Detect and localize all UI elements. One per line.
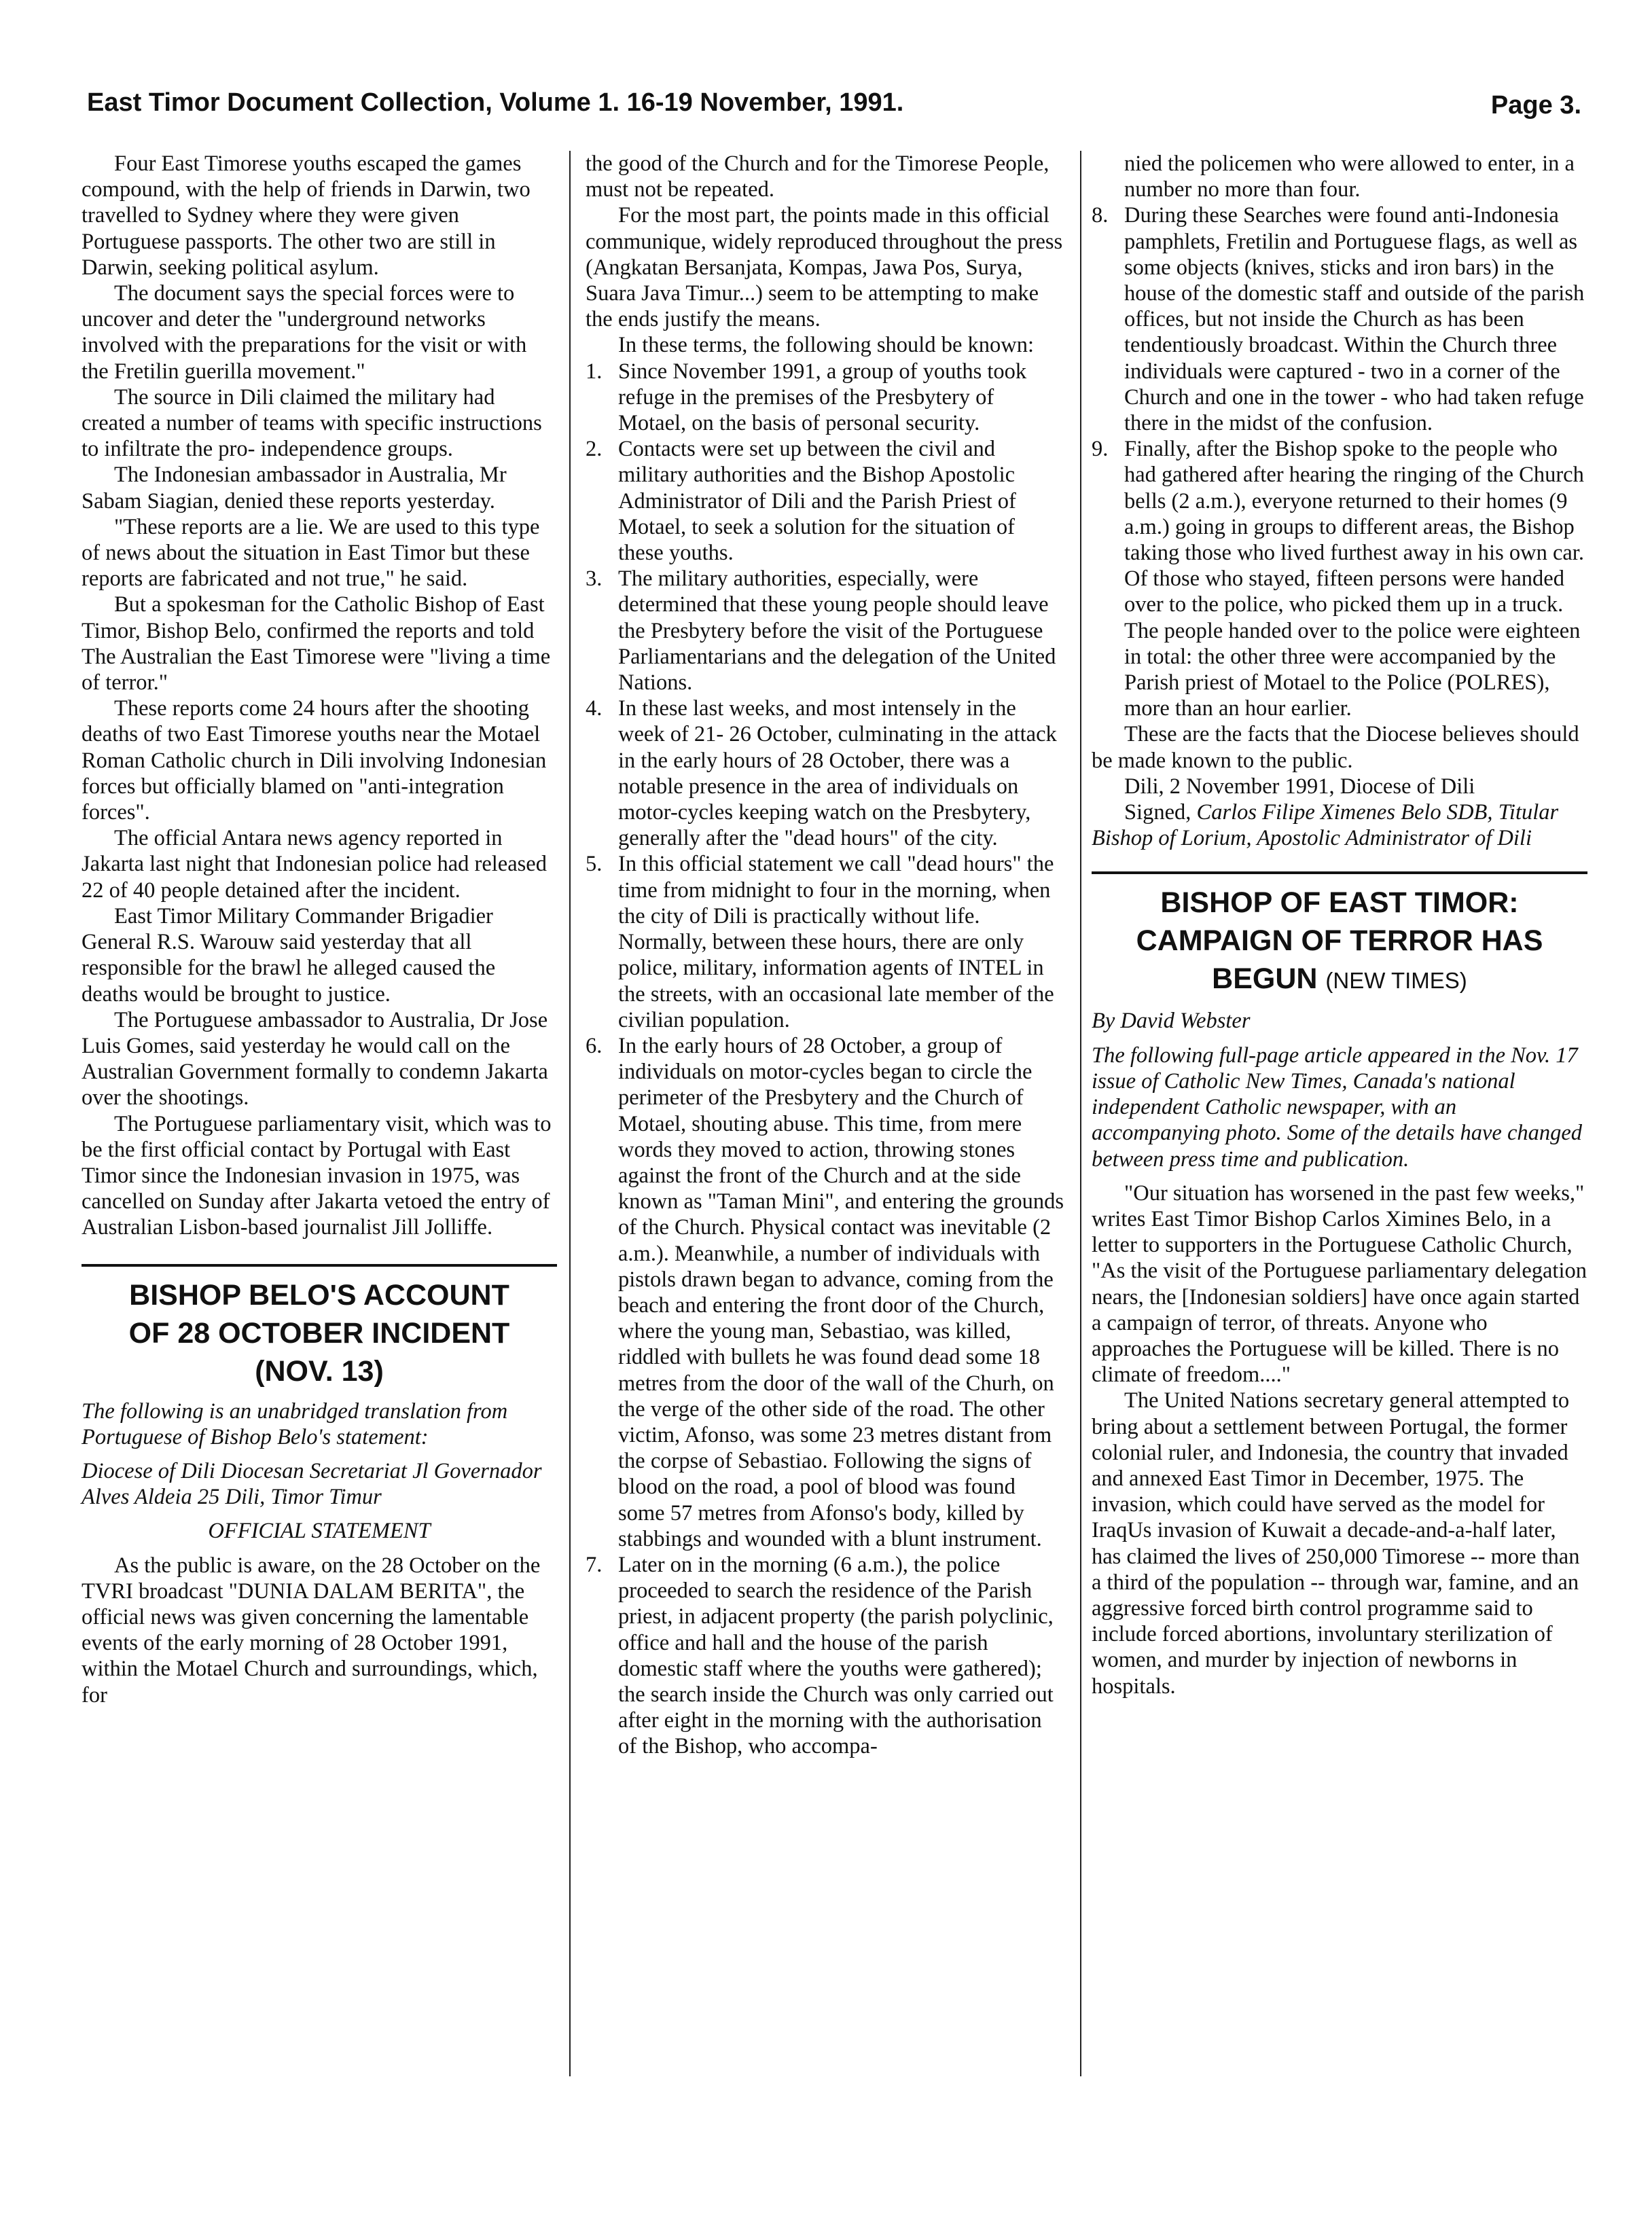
list-item (1092, 436, 1587, 721)
closing-paragraph: These are the facts that the Diocese believes should be made known to the public. (1092, 722, 1579, 773)
byline: By David Webster (1092, 1009, 1251, 1034)
article-paragraph: The United Nations secretary general attempted to bring about a settlement between Portugal, the former colonial ruler, and Indonesia, the country that invaded and annexed East Timor in December, 1975. The invasion, which could have served as the model for IraqUs invasion of Kuwait a decade-and-a-half later, has claimed the lives of 250,000 Timorese -- more than a third of the population -- through war, famine, and an aggressive forced birth control programme said to include forced abortions, involuntary sterilization of women, and murder by injection of newborns in hospitals. (1092, 1388, 1580, 1699)
heading-line: BISHOP OF EAST TIMOR: (1160, 886, 1519, 920)
diocese-address: Diocese of Dili Diocesan Secretariat Jl Governador Alves Aldeia 25 Dili, Timor Timur (82, 1458, 542, 1510)
statement-paragraph: As the public is aware, on the 28 October on the TVRI broadcast "DUNIA DALAM BERITA", the official news was given concerning the lamentable events of the early morning of 28 October 1991, within the Motael Church and surroundings, which, for (82, 1553, 541, 1708)
facts-list (586, 359, 1064, 1760)
list-number: 1. (586, 359, 603, 384)
statement-paragraph: For the most part, the points made in this official communique, widely reproduced throughout the press (Angkatan Bersanjata, Kompas, Jawa Pos, Surya, Suara Java Timur...) seem to be attempting to make the ends justify the means. (586, 203, 1063, 332)
list-number: 8. (1092, 203, 1109, 228)
list-text: In the early hours of 28 October, a group of individuals on motor-cycles began to circle the perimeter of the Presbytery and the Church of Motael, shouting abuse. This time, from mere words they moved to action, throwing stones against the front of the Church and at the side known as "Taman Mini", and entering the grounds of the Church. Physical contact was inevitable (2 a.m.). Meanwhile, a number of individuals with pistols drawn began to advance, coming from the beach and entering the front door of the Church, where the young man, Sebastiao, was killed, riddled with bullets he was found dead some 18 metres from the door of the wall of the Churh, on the verge of the other side of the road. The other victim, Afonso, was some 23 metres distant from the corpse of Sebastiao. Following the signs of blood on the road, a pool of blood was found some 57 metres from Afonso's body, killed by stabbings and wounded with a blunt instrument. (618, 1033, 1064, 1551)
article-paragraph: Four East Timorese youths escaped the games compound, with the help of friends in Darwin, two travelled to Sydney where they were given Portuguese passports. The other two are still in Darwin, seeking political asylum. (82, 151, 531, 280)
heading-line: BISHOP BELO'S ACCOUNT (129, 1278, 509, 1312)
signature-date: Dili, 2 November 1991, Diocese of Dili (1124, 774, 1475, 799)
column-2 (586, 151, 1064, 1760)
heading-line: (NOV. 13) (255, 1354, 384, 1388)
heading-text: BEGUN (1212, 962, 1318, 996)
article-paragraph: The Indonesian ambassador in Australia, Mr Sabam Siagian, denied these reports yesterday. (82, 463, 507, 513)
publication-title: East Timor Document Collection, Volume 1. 16-19 November, 1991. (87, 88, 904, 117)
page-number: Page 3. (1490, 91, 1581, 120)
list-text: In this official statement we call "dead hours" the time from midnight to four in the morning, when the city of Dili is practically without life. Normally, between these hours, there are only police, military, information agents of INTEL in the streets, with an occasional late member of the civilian population. (618, 852, 1054, 1032)
article-paragraph: "Our situation has worsened in the past few weeks," writes East Timor Bishop Carlos Ximines Belo, in a letter to supporters in the Portuguese Catholic Church, "As the visit of the Portuguese parliamentary delegation nears, the [Indonesian soldiers] have once again started a campaign of terror, of threats. Anyone who approaches the Portuguese will be killed. There is no climate of freedom...." (1092, 1180, 1587, 1388)
list-number: 7. (586, 1552, 603, 1577)
signature (1092, 799, 1587, 851)
heading-line: CAMPAIGN OF TERROR HAS (1136, 924, 1543, 958)
page-header (87, 88, 1581, 136)
intro-note: The following full-page article appeared in the Nov. 17 issue of Catholic New Times, Canada's national independent Catholic newspaper, with an accompanying photo. Some of the details have changed between press time and publication. (1092, 1043, 1583, 1172)
signature-prefix: Signed, (1124, 800, 1197, 825)
list-item (586, 851, 1064, 1032)
list-text: During these Searches were found anti-Indonesia pamphlets, Fretilin and Portuguese flags, as well as some objects (knives, sticks and iron bars) in the house of the domestic staff and outside of the parish offices, but not inside the Church as has been tendentiously broadcast. Within the Church three individuals were captured - two in a corner of the Church and one in the tower - who had taken refuge there in the midst of the confusion. (1124, 203, 1585, 436)
list-number: 6. (586, 1033, 603, 1058)
list-text: The military authorities, especially, were determined that these young people should leave the Presbytery before the visit of the Portuguese Parliamentarians and the delegation of the United Nations. (618, 566, 1056, 696)
list-text: In these last weeks, and most intensely in the week of 21- 26 October, culminating in the attack in the early hours of 28 October, there was a notable presence in the area of individuals on motor-cycles keeping watch on the Presbytery, generally after the "dead hours" of the city. (618, 696, 1057, 851)
heading-line: OF 28 OCTOBER INCIDENT (128, 1316, 510, 1350)
list-number: 2. (586, 437, 603, 462)
column-divider-1 (569, 151, 571, 2076)
list-text: Finally, after the Bishop spoke to the people who had gathered after hearing the ringing of the Church bells (2 a.m.), everyone returned to their homes (9 a.m.) going in groups to different areas, the Bishop taking those who lived furthest away in his own car. Of those who stayed, fifteen persons were handed over to the police, who picked them up in a truck. The people handed over to the police were eighteen in total: the other three were accompanied by the Parish priest of Motael to the Police (POLRES), more than an hour earlier. (1124, 437, 1584, 721)
section-divider (82, 1264, 557, 1267)
list-number: 5. (586, 852, 603, 877)
article-paragraph: But a spokesman for the Catholic Bishop of East Timor, Bishop Belo, confirmed the reports and told The Australian the East Timorese were "living a time of terror." (82, 592, 551, 696)
column-1 (82, 151, 557, 1708)
statement-paragraph: In these terms, the following should be known: (618, 333, 1034, 358)
list-item (586, 696, 1064, 851)
section-divider (1092, 871, 1587, 874)
column-divider-2 (1080, 151, 1081, 2076)
section-heading-belo-account (82, 1276, 557, 1390)
statement-continuation: the good of the Church and for the Timorese People, must not be repeated. (586, 151, 1049, 202)
signature-name: Carlos Filipe Ximenes Belo SDB, Titular Bishop of Lorium, Apostolic Administrator of Dili (1092, 800, 1559, 851)
article-paragraph: "These reports are a lie. We are used to this type of news about the situation in East Timor but these reports are fabricated and not true," he said. (82, 514, 540, 592)
heading-line (1092, 960, 1587, 1000)
intro-note: The following is an unabridged translation from Portuguese of Bishop Belo's statement: (82, 1398, 508, 1449)
article-paragraph: The document says the special forces were to uncover and deter the "underground networks involved with the preparations for the visit or with the Fretilin guerilla movement." (82, 281, 527, 384)
list-item (586, 359, 1064, 437)
list-continuation: nied the policemen who were allowed to enter, in a number no more than four. (1124, 151, 1575, 202)
list-text: Contacts were set up between the civil and military authorities and the Bishop Apostolic Administrator of Dili and the Parish Priest of Motael, to seek a solution for the situation of these youths. (618, 437, 1016, 566)
list-item (1092, 202, 1587, 436)
list-item (586, 436, 1064, 566)
article-paragraph: The Portuguese ambassador to Australia, Dr Jose Luis Gomes, said yesterday he would call on the Australian Government formally to condemn Jakarta over the shootings. (82, 1007, 548, 1110)
article-paragraph: These reports come 24 hours after the shooting deaths of two East Timorese youths near the Motael Roman Catholic church in Dili involving Indonesian forces but officially blamed on "anti-integration forces". (82, 696, 547, 825)
facts-list-continued (1092, 202, 1587, 721)
list-number: 9. (1092, 437, 1109, 462)
article-paragraph: The source in Dili claimed the military had created a number of teams with specific instructions to infiltrate the pro- independence groups. (82, 384, 542, 462)
list-number: 4. (586, 696, 603, 721)
list-item (586, 1033, 1064, 1552)
list-text: Later on in the morning (6 a.m.), the police proceeded to search the residence of the Parish priest, in adjacent property (the parish polyclinic, office and hall and the house of the parish domestic staff where the youths were gathered); the search inside the Church was only carried out after eight in the morning with the authorisation of the Bishop, who accompa- (618, 1552, 1054, 1759)
list-text: Since November 1991, a group of youths took refuge in the premises of the Presbytery of Motael, on the basis of personal security. (618, 359, 1027, 436)
section-heading-campaign-of-terror (1092, 884, 1587, 1000)
article-paragraph: East Timor Military Commander Brigadier General R.S. Warouw said yesterday that all responsible for the brawl he alleged caused the deaths would be brought to justice. (82, 903, 496, 1007)
list-number: 3. (586, 566, 603, 592)
official-statement-title: OFFICIAL STATEMENT (208, 1519, 431, 1544)
column-3 (1092, 151, 1587, 1699)
article-paragraph: The Portuguese parliamentary visit, which was to be the first official contact by Portugal with East Timor since the Indonesian invasion in 1975, was cancelled on Sunday after Jakarta vetoed the entry of Australian Lisbon-based journalist Jill Jolliffe. (82, 1111, 552, 1240)
list-item (586, 566, 1064, 696)
article-paragraph: The official Antara news agency reported in Jakarta last night that Indonesian police had released 22 of 40 people detained after the incident. (82, 826, 547, 903)
heading-source: (NEW TIMES) (1325, 968, 1467, 994)
list-item (586, 1552, 1064, 1760)
